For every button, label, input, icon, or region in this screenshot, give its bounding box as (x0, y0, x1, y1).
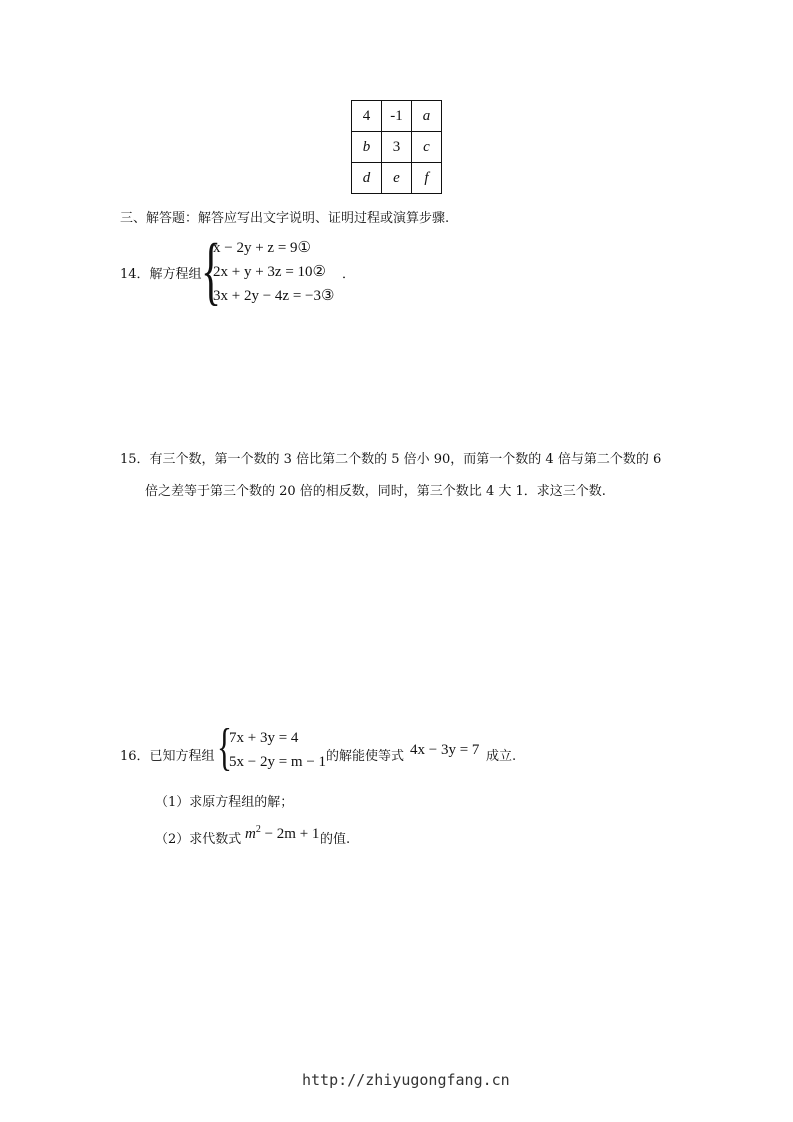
number-grid (351, 100, 442, 194)
q15-line2: 倍之差等于第三个数的 20 倍的相反数，同时，第三个数比 4 大 1．求这三个数. (145, 484, 606, 499)
q16-label: 16．已知方程组 (120, 749, 215, 764)
q16-end: 成立. (486, 749, 517, 764)
expr-m: m (245, 826, 256, 842)
q16-eq1: 7x + 3y = 4 (229, 730, 299, 746)
q14-label: 14．解方程组 (120, 267, 202, 282)
grid-cell: 3 (382, 132, 412, 163)
footer-url[interactable]: http://zhiyugongfang.cn (302, 1071, 510, 1089)
q15-line1: 15．有三个数，第一个数的 3 倍比第二个数的 5 倍小 90，而第一个数的 4 倍与第二个数的 6 (120, 452, 662, 467)
grid-cell: a (412, 101, 442, 132)
q16-system (229, 726, 326, 774)
q14-system (213, 236, 334, 308)
grid-cell: f (412, 163, 442, 194)
q16-eq2: 5x − 2y = m − 1 (229, 754, 327, 770)
grid-row (352, 132, 442, 163)
grid-cell: b (352, 132, 382, 163)
q16-condition: 4x − 3y = 7 (410, 742, 480, 758)
q16-part2-post: 的值. (320, 832, 351, 847)
expr-exponent: 2 (255, 824, 261, 835)
grid-row (352, 101, 442, 132)
q16-mid: 的解能使等式 (326, 749, 405, 764)
q14-eq3: 3x + 2y − 4z = −3③ (213, 288, 335, 304)
q14-eq1: x − 2y + z = 9① (213, 240, 311, 256)
q14-suffix: ． (342, 267, 356, 282)
section-heading: 三、解答题：解答应写出文字说明、证明过程或演算步骤. (120, 211, 450, 226)
grid-cell: 4 (352, 101, 382, 132)
grid-cell: e (382, 163, 412, 194)
expr-rest: − 2m + 1 (260, 826, 320, 842)
q14-eq2: 2x + y + 3z = 10② (213, 264, 326, 280)
grid-cell: -1 (382, 101, 412, 132)
q14-brace: { (201, 229, 222, 313)
q16-part2-expr (245, 824, 319, 843)
q16-part1: （1）求原方程组的解； (155, 795, 294, 810)
grid-cell: d (352, 163, 382, 194)
q16-brace: { (217, 719, 232, 776)
grid-cell: c (412, 132, 442, 163)
q16-part2-pre: （2）求代数式 (155, 832, 242, 847)
grid-row (352, 163, 442, 194)
